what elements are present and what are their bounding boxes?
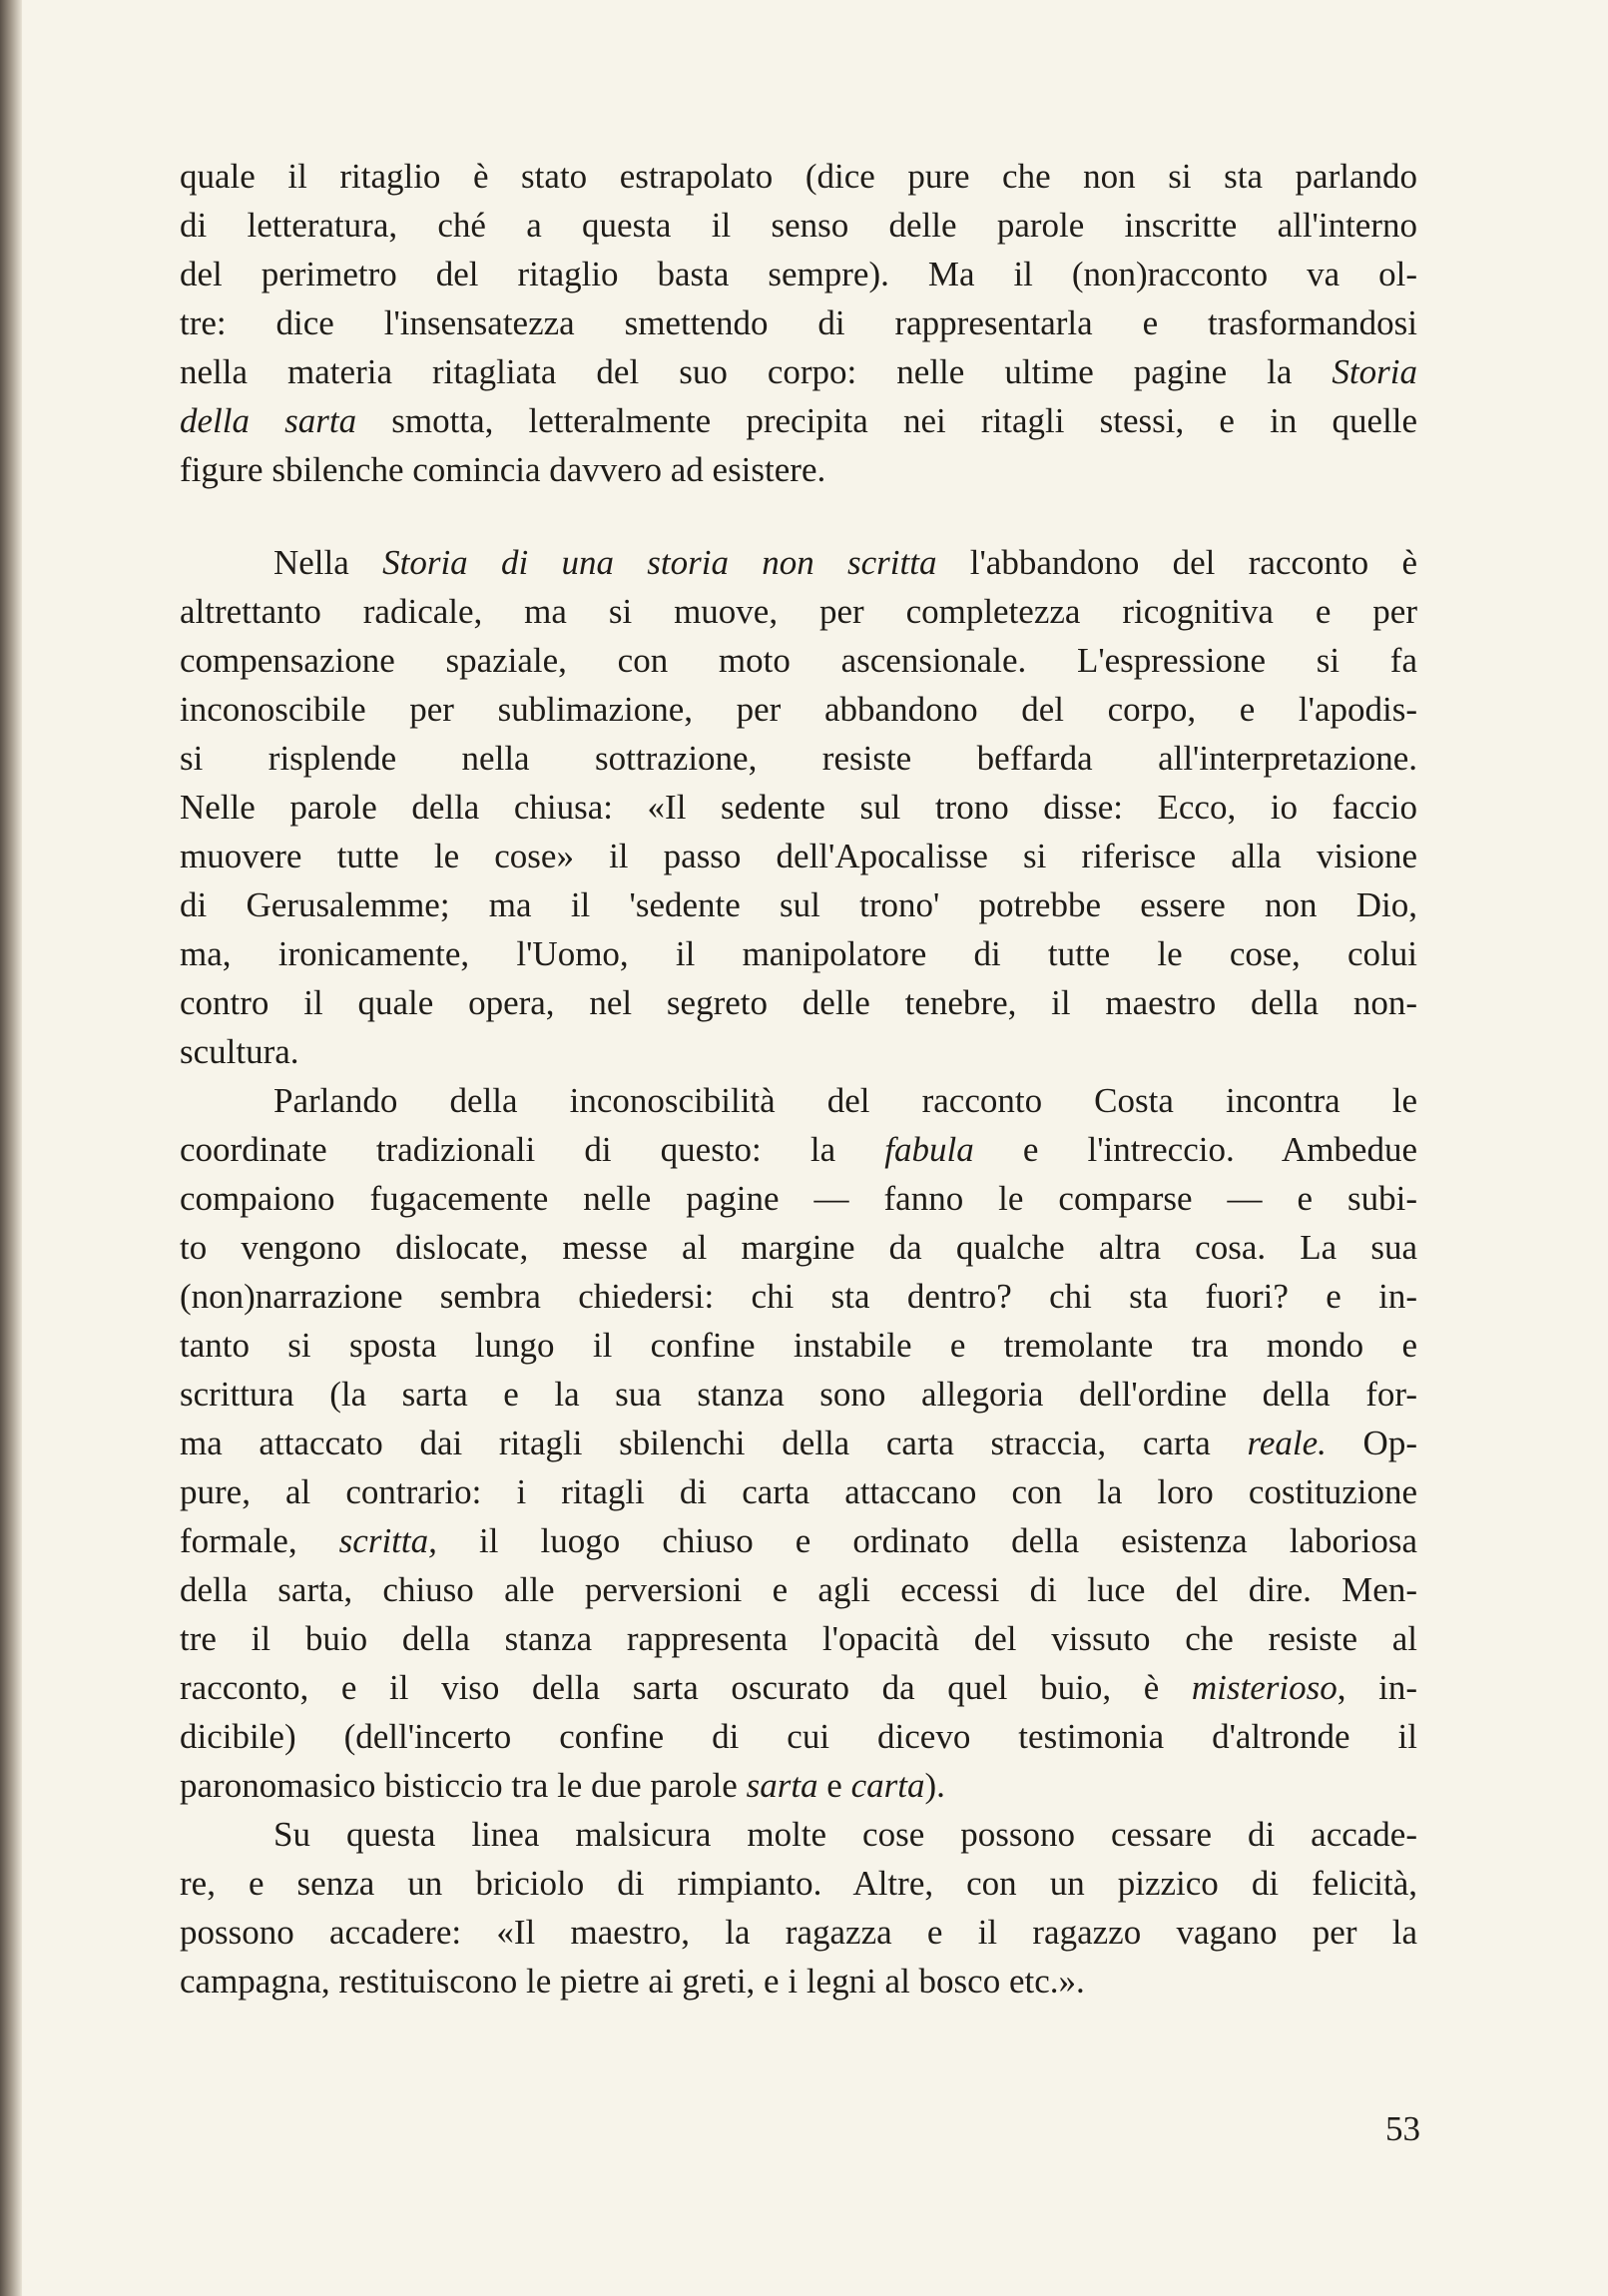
- text-run: e: [817, 1766, 851, 1805]
- text-run: inconoscibile per sublimazione, per abbandono del corpo, e l'apodis-: [180, 690, 1417, 729]
- text-line: [180, 1370, 1417, 1419]
- text-run: della sarta, chiuso alle perversioni e agli eccessi di luce del dire. Men-: [180, 1570, 1417, 1609]
- text-run: tanto si sposta lungo il confine instabile e tremolante tra mondo e: [180, 1326, 1417, 1365]
- text-line: [180, 1076, 1417, 1125]
- text-line: [180, 1419, 1417, 1467]
- italic-title: scritta,: [338, 1521, 437, 1560]
- italic-title: reale.: [1247, 1424, 1327, 1462]
- text-run: scultura.: [180, 1032, 299, 1071]
- text-run: pure, al contrario: i ritagli di carta attaccano con la loro costituzione: [180, 1472, 1417, 1511]
- text-run: possono accadere: «Il maestro, la ragazza e il ragazzo vagano per la: [180, 1913, 1417, 1952]
- text-line: [180, 734, 1417, 783]
- text-run: ).: [924, 1766, 945, 1805]
- paragraph: [180, 1810, 1417, 2006]
- text-run: ma attaccato dai ritagli sbilenchi della carta straccia, carta: [180, 1424, 1248, 1462]
- text-line: [180, 1663, 1417, 1712]
- text-run: l'abbandono del racconto è: [936, 543, 1417, 582]
- text-run: , in-: [1337, 1668, 1417, 1707]
- paragraph: [180, 538, 1417, 1076]
- text-line: [180, 1810, 1417, 1859]
- text-line: [180, 396, 1417, 445]
- text-run: muovere tutte le cose» il passo dell'Apocalisse si riferisce alla visione: [180, 837, 1417, 875]
- text-run: Nella: [273, 543, 383, 582]
- text-run: coordinate tradizionali di questo: la: [180, 1130, 885, 1169]
- text-line: [180, 783, 1417, 832]
- text-line: [180, 685, 1417, 734]
- text-line: [180, 1957, 1417, 2006]
- text-run: altrettanto radicale, ma si muove, per completezza ricognitiva e per: [180, 592, 1417, 631]
- text-line: [180, 636, 1417, 685]
- text-line: [180, 832, 1417, 880]
- paragraph: [180, 152, 1417, 494]
- text-line: [180, 1272, 1417, 1321]
- text-line: [180, 1125, 1417, 1174]
- text-run: formale,: [180, 1521, 339, 1560]
- italic-title: sarta: [746, 1766, 818, 1805]
- text-line: [180, 538, 1417, 587]
- text-line: [180, 201, 1417, 250]
- text-run: tre il buio della stanza rappresenta l'opacità del vissuto che resiste al: [180, 1619, 1417, 1658]
- text-run: Op-: [1326, 1424, 1417, 1462]
- text-run: e l'intreccio. Ambedue: [973, 1130, 1417, 1169]
- text-line: [180, 978, 1417, 1027]
- text-line: [180, 1761, 1417, 1810]
- text-run: dicibile) (dell'incerto confine di cui dicevo testimonia d'altronde il: [180, 1717, 1417, 1756]
- text-line: [180, 1027, 1417, 1076]
- italic-title: della sarta: [180, 401, 357, 440]
- text-line: [180, 1859, 1417, 1908]
- text-line: [180, 298, 1417, 347]
- text-run: paronomasico bisticcio tra le due parole: [180, 1766, 747, 1805]
- text-run: quale il ritaglio è stato estrapolato (dice pure che non si sta parlando: [180, 157, 1417, 196]
- page-binding-shadow: [0, 0, 22, 2296]
- text-run: si risplende nella sottrazione, resiste beffarda all'interpretazione.: [180, 739, 1417, 778]
- text-run: re, e senza un briciolo di rimpianto. Altre, con un pizzico di felicità,: [180, 1864, 1417, 1903]
- paragraph-gap: [180, 494, 1417, 538]
- body-text: [180, 152, 1417, 2006]
- text-line: [180, 1614, 1417, 1663]
- text-run: tre: dice l'insensatezza smettendo di rappresentarla e trasformandosi: [180, 303, 1417, 342]
- text-line: [180, 1908, 1417, 1957]
- italic-title: fabula: [884, 1130, 974, 1169]
- text-run: Parlando della inconoscibilità del racconto Costa incontra le: [273, 1081, 1417, 1120]
- text-run: (non)narrazione sembra chiedersi: chi sta dentro? chi sta fuori? e in-: [180, 1277, 1417, 1316]
- text-run: to vengono dislocate, messe al margine da qualche altra cosa. La sua: [180, 1228, 1417, 1267]
- text-line: [180, 250, 1417, 298]
- text-line: [180, 1223, 1417, 1272]
- text-run: racconto, e il viso della sarta oscurato da quel buio, è: [180, 1668, 1192, 1707]
- text-line: [180, 929, 1417, 978]
- text-run: Su questa linea malsicura molte cose possono cessare di accade-: [273, 1815, 1417, 1854]
- text-run: compensazione spaziale, con moto ascensionale. L'espressione si fa: [180, 641, 1417, 680]
- text-run: scrittura (la sarta e la sua stanza sono allegoria dell'ordine della for-: [180, 1375, 1417, 1414]
- italic-title: Storia: [1332, 352, 1417, 391]
- text-line: [180, 1174, 1417, 1223]
- text-line: [180, 445, 1417, 494]
- text-run: di letteratura, ché a questa il senso delle parole inscritte all'interno: [180, 206, 1417, 245]
- page-number: 53: [1385, 2109, 1420, 2148]
- text-run: campagna, restituiscono le pietre ai greti, e i legni al bosco etc.».: [180, 1962, 1085, 2001]
- text-line: [180, 1467, 1417, 1516]
- text-line: [180, 1516, 1417, 1565]
- italic-title: Storia di una storia non scritta: [382, 543, 937, 582]
- text-line: [180, 152, 1417, 201]
- text-run: Nelle parole della chiusa: «Il sedente sul trono disse: Ecco, io faccio: [180, 788, 1417, 827]
- text-run: nella materia ritagliata del suo corpo: nelle ultime pagine la: [180, 352, 1333, 391]
- text-run: contro il quale opera, nel segreto delle tenebre, il maestro della non-: [180, 983, 1417, 1022]
- italic-title: carta: [850, 1766, 925, 1805]
- text-line: [180, 347, 1417, 396]
- text-run: ma, ironicamente, l'Uomo, il manipolatore di tutte le cose, colui: [180, 934, 1417, 973]
- text-line: [180, 1321, 1417, 1370]
- text-line: [180, 587, 1417, 636]
- italic-title: misterioso: [1191, 1668, 1338, 1707]
- text-line: [180, 880, 1417, 929]
- text-line: [180, 1712, 1417, 1761]
- text-run: il luogo chiuso e ordinato della esistenza laboriosa: [436, 1521, 1417, 1560]
- text-run: smotta, letteralmente precipita nei ritagli stessi, e in quelle: [356, 401, 1418, 440]
- text-run: compaiono fugacemente nelle pagine — fanno le comparse — e subi-: [180, 1179, 1417, 1218]
- paragraph: [180, 1076, 1417, 1810]
- text-run: del perimetro del ritaglio basta sempre). Ma il (non)racconto va ol-: [180, 255, 1417, 293]
- text-run: figure sbilenche comincia davvero ad esistere.: [180, 450, 826, 489]
- text-line: [180, 1565, 1417, 1614]
- text-run: di Gerusalemme; ma il 'sedente sul trono' potrebbe essere non Dio,: [180, 885, 1417, 924]
